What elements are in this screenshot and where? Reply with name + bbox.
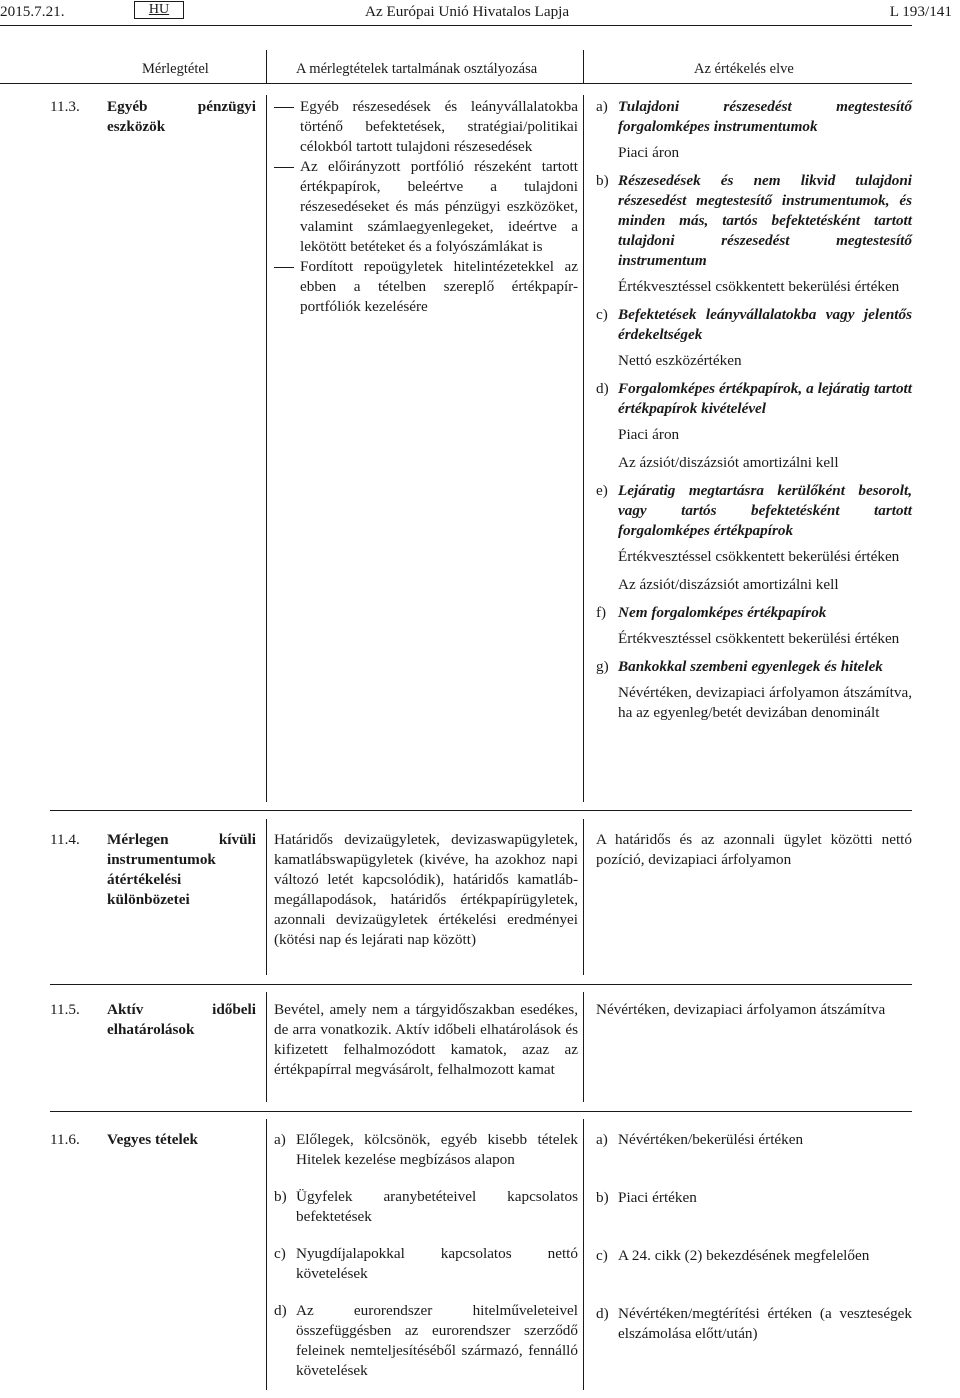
list-item (274, 1301, 578, 1381)
column-divider (583, 992, 584, 1102)
column-divider (583, 95, 584, 802)
publication-date: 2015.7.21. (0, 3, 65, 20)
classification-cell (274, 97, 578, 317)
item-text: Értékvesztéssel csökkentett bekerülési értéken (618, 548, 900, 565)
row-item-name: Egyéb pénzügyi eszközök (107, 98, 256, 135)
column-divider (583, 1119, 584, 1390)
valuation-cell: A határidős és az azonnali ügylet közötti nettó pozíció, devizapiaci árfolyamon (596, 831, 912, 868)
header-rule (0, 25, 912, 26)
item-title: Nem forgalomképes értékpapírok (618, 604, 827, 621)
row-number: 11.4. (50, 831, 80, 848)
valuation-item-c (596, 1246, 912, 1266)
item-title: Tulajdoni részesedést megtestesítő forgalomképes instrumentumok (618, 98, 912, 135)
item-title: Forgalomképes értékpapírok, a lejáratig tartott értékpapírok kivételével (618, 380, 912, 417)
item-label: d) (596, 380, 609, 397)
column-divider (583, 819, 584, 975)
valuation-cell: Névértéken, devizapiaci árfolyamon átszámítva (596, 1001, 886, 1018)
classification-cell: Bevétel, amely nem a tárgyidőszakban esedékes, de arra vonatkozik. Aktív időbeli elhatárolások és kifizetett felhalmozódott kamatok, azaz az értékpapírral megvásárolt, felhalmozott kamat (274, 1001, 578, 1078)
item-label: d) (596, 1305, 609, 1322)
classification-cell (274, 1130, 578, 1398)
column-divider (266, 992, 267, 1102)
row-item-name: Aktív időbeli elhatárolások (107, 1001, 256, 1038)
item-text: Nettó eszközértéken (618, 352, 742, 369)
valuation-item-b (596, 1188, 912, 1208)
column-divider (266, 50, 267, 83)
item-title: Bankokkal szembeni egyenlegek és hitelek (618, 658, 883, 675)
item-text: Nyugdíjalapokkal kapcsolatos nettó követelések (296, 1245, 578, 1282)
item-label: d) (274, 1302, 287, 1319)
item-text: Névértéken, devizapiaci árfolyamon átszámítva, ha az egyenleg/betét devizában denominált (618, 684, 912, 721)
valuation-item-g (596, 657, 912, 723)
list-item: Fordított repoügyletek hitelintézetekkel az ebben a tételben szereplő értékpapír-portfóliók kezelésére (274, 257, 578, 317)
item-text: Az eurorendszer hitelműveleteivel összefüggésben az eurorendszer szerződő feleinek nemteljesítéséből származó, fennálló követelések (296, 1302, 578, 1379)
column-header-item: Mérlegtétel (142, 61, 209, 77)
valuation-item-e (596, 481, 912, 595)
journal-title: Az Európai Unió Hivatalos Lapja (365, 3, 570, 20)
item-text: Értékvesztéssel csökkentett bekerülési értéken (618, 630, 900, 647)
column-header-classification: A mérlegtételek tartalmának osztályozása (296, 61, 538, 77)
valuation-item-a (596, 97, 912, 163)
list-item (274, 1130, 578, 1170)
item-label: a) (596, 98, 608, 115)
page-number: L 193/141 (889, 3, 952, 20)
row-separator (50, 810, 912, 811)
item-label: a) (596, 1131, 608, 1148)
valuation-item-d (596, 379, 912, 473)
item-text: Értékvesztéssel csökkentett bekerülési értéken (618, 278, 900, 295)
valuation-cell (596, 97, 912, 731)
valuation-item-d (596, 1304, 912, 1344)
valuation-item-f (596, 603, 912, 649)
valuation-item-a (596, 1130, 912, 1150)
item-title: Befektetések leányvállalatokba vagy jelentős érdekeltségek (618, 306, 912, 343)
item-label: c) (596, 1247, 608, 1264)
language-badge: HU (134, 1, 184, 19)
item-label: b) (596, 172, 609, 189)
list-item (274, 1244, 578, 1284)
item-title: Részesedések és nem likvid tulajdoni részesedést megtestesítő instrumentumok, és minden más, tartós befektetésként tartott tulajdoni részesedést megtestesítő instrumentum (618, 172, 912, 269)
item-text: Névértéken/megtérítési értéken (a veszteségek elszámolása előtt/után) (618, 1305, 912, 1342)
row-separator (50, 984, 912, 985)
item-text: Piaci áron (618, 426, 680, 443)
column-header-valuation: Az értékelés elve (694, 61, 794, 77)
item-title: Lejáratig megtartásra kerülőként besorolt, vagy tartós befektetésként tartott forgalomképes értékpapírok (618, 482, 912, 539)
item-text: A 24. cikk (2) bekezdésének megfelelően (618, 1247, 870, 1264)
row-item-name: Vegyes tételek (107, 1131, 198, 1148)
item-label: c) (596, 306, 608, 323)
table-column-headers (0, 53, 912, 83)
item-text: Piaci áron (618, 144, 680, 161)
item-label: g) (596, 658, 609, 675)
item-text: Előlegek, kölcsönök, egyéb kisebb tételek Hitelek kezelése megbízásos alapon (296, 1131, 578, 1168)
item-text: Névértéken/bekerülési értéken (618, 1131, 804, 1148)
item-label: b) (596, 1189, 609, 1206)
valuation-item-c (596, 305, 912, 371)
classification-cell: Határidős devizaügyletek, devizaswapügyletek, kamatlábswapügyletek (kivéve, ha azokhoz napi változó letét kapcsolódik), határidős kamatláb-megállapodások, határidős értékpapírügyletek, azonnali devizaügyletek értékelési eredményei (kötési nap és lejárati nap között) (274, 831, 578, 948)
item-text-2: Az ázsiót/diszázsiót amortizálni kell (618, 454, 839, 471)
list-item (274, 1187, 578, 1227)
item-text: Piaci értéken (618, 1189, 697, 1206)
row-number: 11.5. (50, 1001, 80, 1018)
list-item: Egyéb részesedések és leányvállalatokba történő befektetések, stratégiai/politikai célokból tartott tulajdoni részesedések (274, 97, 578, 157)
item-text-2: Az ázsiót/diszázsiót amortizálni kell (618, 576, 839, 593)
column-divider (583, 50, 584, 83)
row-number: 11.6. (50, 1131, 80, 1148)
list-item: Az előirányzott portfólió részeként tartott értékpapírok, beleértve a tulajdoni részesedéseket és más pénzügyi eszközöket, valamint számlaegyenlegeket, ideértve a lekötött betéteket és a folyószámlákat is (274, 157, 578, 257)
column-header-rule (0, 83, 912, 84)
column-divider (266, 95, 267, 802)
valuation-item-b (596, 171, 912, 297)
column-divider (266, 1119, 267, 1390)
item-label: b) (274, 1188, 287, 1205)
item-label: a) (274, 1131, 286, 1148)
item-text: Ügyfelek aranybetéteivel kapcsolatos befektetések (296, 1188, 578, 1225)
page-header (0, 0, 960, 26)
item-label: f) (596, 604, 607, 621)
item-label: e) (596, 482, 608, 499)
row-item-name: Mérlegen kívüli instrumentumok átértékelési különbözetei (107, 831, 256, 908)
item-label: c) (274, 1245, 286, 1262)
row-number: 11.3. (50, 98, 80, 115)
column-divider (266, 819, 267, 975)
row-separator (50, 1111, 912, 1112)
